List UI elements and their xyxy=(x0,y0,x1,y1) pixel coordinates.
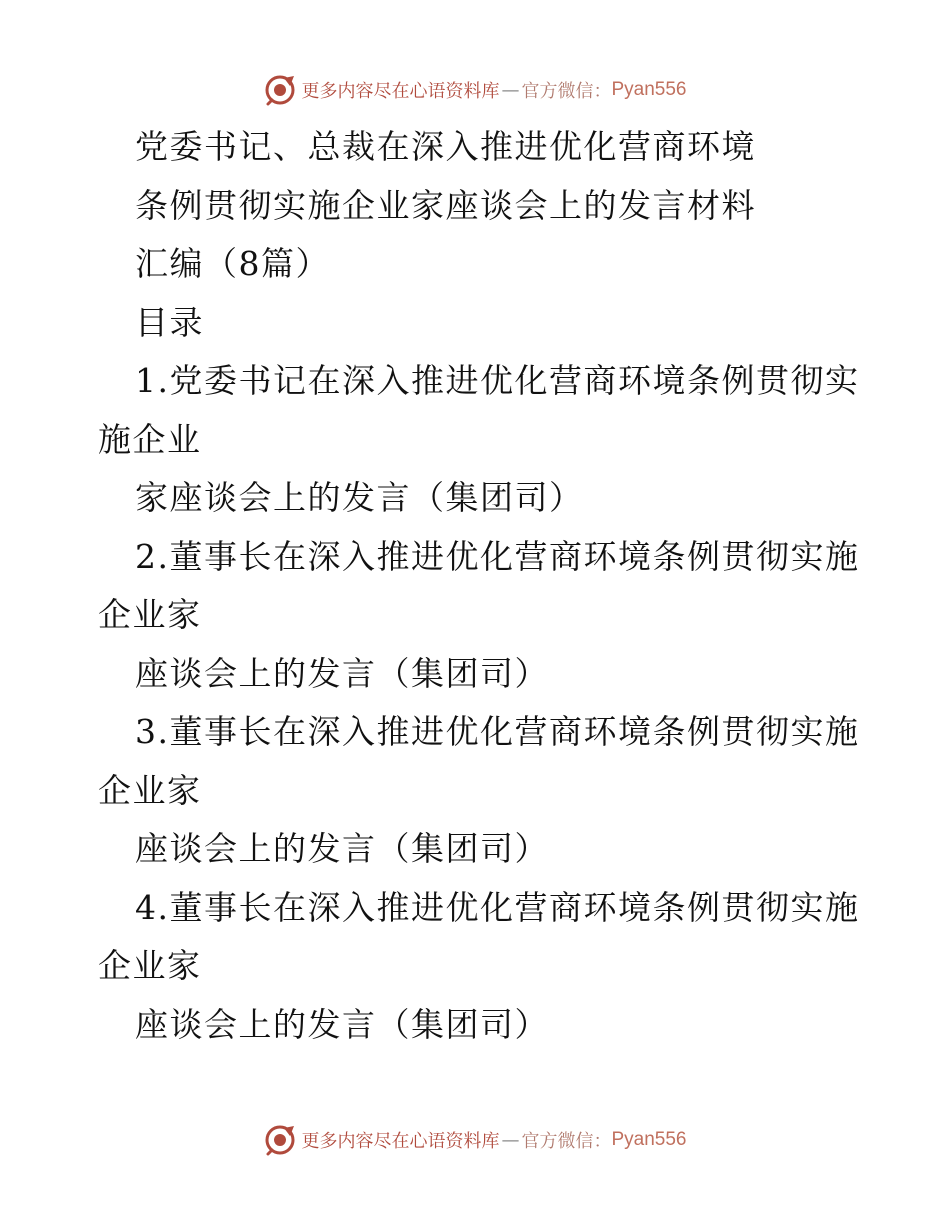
toc-entry-2-line-3: 座谈会上的发言（集团司） xyxy=(135,653,549,693)
toc-entry-1-line-1: 1.党委书记在深入推进优化营商环境条例贯彻实 xyxy=(135,361,860,400)
toc-entry-3-line-1: 3.董事长在深入推进优化营商环境条例贯彻实施 xyxy=(135,712,860,751)
watermark-wechat-label: 官方微信： xyxy=(521,1131,612,1152)
watermark-dash: — xyxy=(501,1129,520,1151)
document-title-line-2: 条例贯彻实施企业家座谈会上的发言材料 xyxy=(135,185,756,225)
toc-entry-4-line-3: 座谈会上的发言（集团司） xyxy=(135,1004,549,1044)
seal-pen-logo-icon xyxy=(263,1123,297,1157)
toc-entry-4-line-1: 4.董事长在深入推进优化营商环境条例贯彻实施 xyxy=(135,887,860,927)
toc-entry-4-line-2: 企业家 xyxy=(98,946,202,985)
watermark-wechat-label: 官方微信： xyxy=(521,81,612,102)
toc-heading: 目录 xyxy=(135,302,204,342)
toc-entry-2-line-1: 2.董事长在深入推进优化营商环境条例贯彻实施 xyxy=(135,536,860,576)
watermark-wechat-id: Pyan556 xyxy=(611,1129,687,1150)
watermark-dash: — xyxy=(501,79,520,101)
watermark-wechat-id: Pyan556 xyxy=(611,79,687,100)
watermark-text: 更多内容尽在心语资料库 xyxy=(301,1131,500,1152)
toc-entry-1-line-2: 施企业 xyxy=(98,419,202,459)
toc-entry-3-line-3: 座谈会上的发言（集团司） xyxy=(135,829,549,868)
footer-watermark xyxy=(0,1120,950,1160)
header-watermark xyxy=(0,70,950,110)
toc-entry-1-line-3: 家座谈会上的发言（集团司） xyxy=(135,478,584,517)
seal-pen-logo-icon xyxy=(263,73,297,107)
watermark-text: 更多内容尽在心语资料库 xyxy=(301,81,500,102)
toc-entry-3-line-2: 企业家 xyxy=(98,770,202,810)
document-body xyxy=(98,118,858,1054)
toc-entry-2-line-2: 企业家 xyxy=(98,595,202,634)
document-title-line-1: 党委书记、总裁在深入推进优化营商环境 xyxy=(135,127,756,166)
document-title-line-3: 汇编（8篇） xyxy=(135,244,330,283)
